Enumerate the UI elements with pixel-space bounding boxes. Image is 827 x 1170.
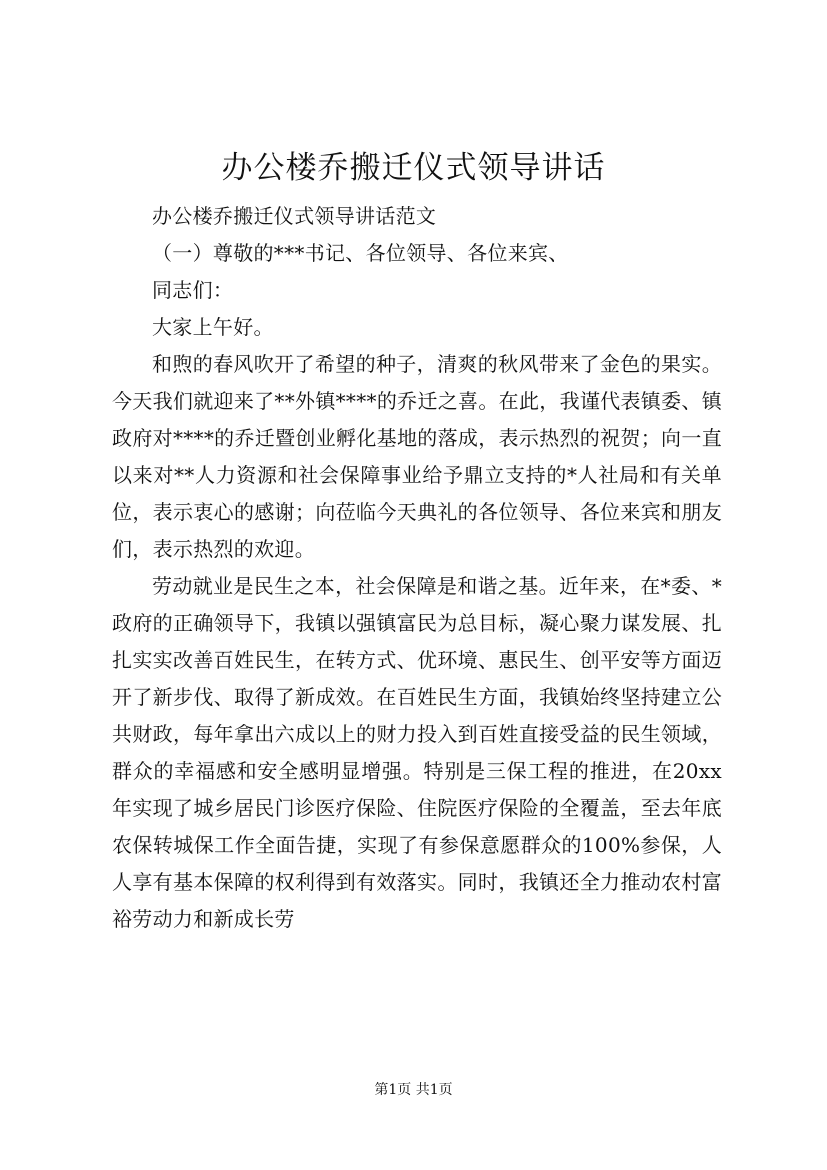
document-body [112, 198, 722, 938]
salutation-paragraph: （一）尊敬的***书记、各位领导、各位来宾、 [152, 241, 569, 265]
subtitle-paragraph: 办公楼乔搬迁仪式领导讲话范文 [152, 204, 437, 228]
body-paragraph: 和煦的春风吹开了希望的种子，清爽的秋风带来了金色的果实。今天我们就迎来了**外镇****的乔迁之喜。在此，我谨代表镇委、镇政府对****的乔迁暨创业孵化基地的落成，表示热烈的祝贺；向一直以来对**人力资源和社会保障事业给予鼎立支持的*人社局和有关单位，表示衷心的感谢；向莅临今天典礼的各位领导、各位来宾和朋友们，表示热烈的欢迎。 [112, 352, 722, 561]
salutation-continued-paragraph: 同志们： [152, 278, 234, 302]
document-title: 办公楼乔搬迁仪式领导讲话 [221, 150, 606, 186]
page-footer: 第1页 共1页 [374, 1082, 453, 1098]
body-paragraph: 劳动就业是民生之本，社会保障是和谐之基。近年来，在*委、*政府的正确领导下，我镇以强镇富民为总目标，凝心聚力谋发展、扎扎实实改善百姓民生，在转方式、优环境、惠民生、创平安等方面迈开了新步伐、取得了新成效。在百姓民生方面，我镇始终坚持建立公共财政，每年拿出六成以上的财力投入到百姓直接受益的民生领域，群众的幸福感和安全感明显增强。特别是三保工程的推进，在20xx年实现了城乡居民门诊医疗保险、住院医疗保险的全覆盖，至去年底农保转城保工作全面告捷，实现了有参保意愿群众的100%参保，人人享有基本保障的权利得到有效落实。同时，我镇还全力推动农村富裕劳动力和新成长劳 [112, 574, 722, 931]
greeting-paragraph: 大家上午好。 [152, 315, 274, 339]
